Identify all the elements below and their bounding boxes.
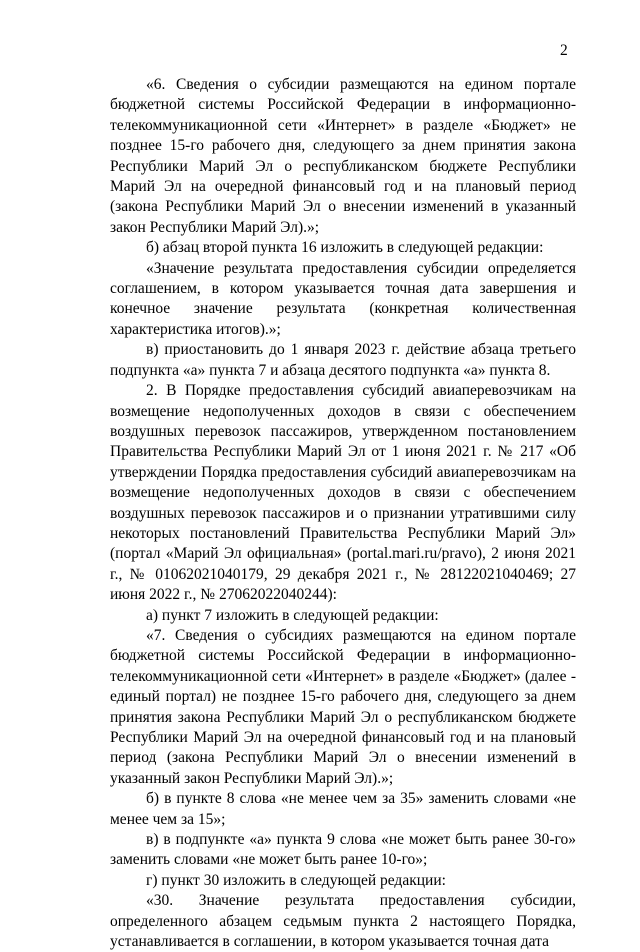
paragraph-30-result-value: «30. Значение результата предоставления субсидии, определенного абзацем седьмым пункта 2 настоящего Порядка, устанавливается в соглашении, в котором указывается точная дата [110, 892, 576, 951]
paragraph-v-suspend: в) приостановить до 1 января 2023 г. действие абзаца третьего подпункта «а» пункта 7 и абзаца десятого подпункта «а» пункта 8. [110, 341, 576, 379]
document-body [110, 75, 576, 952]
paragraph-2-procedure: 2. В Порядке предоставления субсидий авиаперевозчикам на возмещение недополученных доходов в связи с обеспечением воздушных перевозок пассажиров, утвержденном постановлением Правительства Республики Марий Эл от 1 июня 2021 г. № 217 «Об утверждении Порядка предоставления субсидий авиаперевозчикам на возмещение недополученных доходов в связи с обеспечением воздушных перевозок пассажиров и о признании утратившими силу некоторых постановлений Правительства Республики Марий Эл» (портал «Марий Эл официальная» (portal.mari.ru/pravo), 2 июня 2021 г., № 01062021040179, 29 декабря 2021 г., № 28122021040469; 27 июня 2022 г., № 27062022040244): [110, 382, 576, 604]
paragraph-b-item-8: б) в пункте 8 слова «не менее чем за 35» заменить словами «не менее чем за 15»; [110, 790, 576, 828]
paragraph-b-item-16: б) абзац второй пункта 16 изложить в следующей редакции: [146, 239, 544, 257]
paragraph-v-item-9: в) в подпункте «а» пункта 9 слова «не может быть ранее 30-го» заменить словами «не может быть ранее 10-го»; [110, 831, 576, 869]
page-number: 2 [560, 42, 568, 59]
paragraph-7-subsidy-info: «7. Сведения о субсидиях размещаются на едином портале бюджетной системы Российской Федерации в информационно-телекоммуникационной сети «Интернет» в разделе «Бюджет» (далее - единый портал) не позднее 15-го рабочего дня, следующего за днем принятия закона Республики Марий Эл о республиканском бюджете Республики Марий Эл на очередной финансовый год и на плановый период (закона Республики Марий Эл о внесении изменений в указанный закон Республики Марий Эл).»; [110, 626, 576, 787]
paragraph-6-subsidy-info: «6. Сведения о субсидии размещаются на едином портале бюджетной системы Российской Федерации в информационно-телекоммуникационной сети «Интернет» в разделе «Бюджет» не позднее 15-го рабочего дня, следующего за днем принятия закона Республики Марий Эл о республиканском бюджете Республики Марий Эл на очередной финансовый год и на плановый период (закона Республики Марий Эл о внесении изменений в указанный закон Республики Марий Эл).»; [110, 76, 576, 236]
paragraph-result-value: «Значение результата предоставления субсидии определяется соглашением, в котором указывается точная дата завершения и конечное значение результата (конкретная количественная характеристика итогов).»; [110, 259, 576, 338]
paragraph-a-item-7: а) пункт 7 изложить в следующей редакции: [146, 606, 439, 624]
paragraph-g-item-30: г) пункт 30 изложить в следующей редакции: [146, 871, 446, 889]
